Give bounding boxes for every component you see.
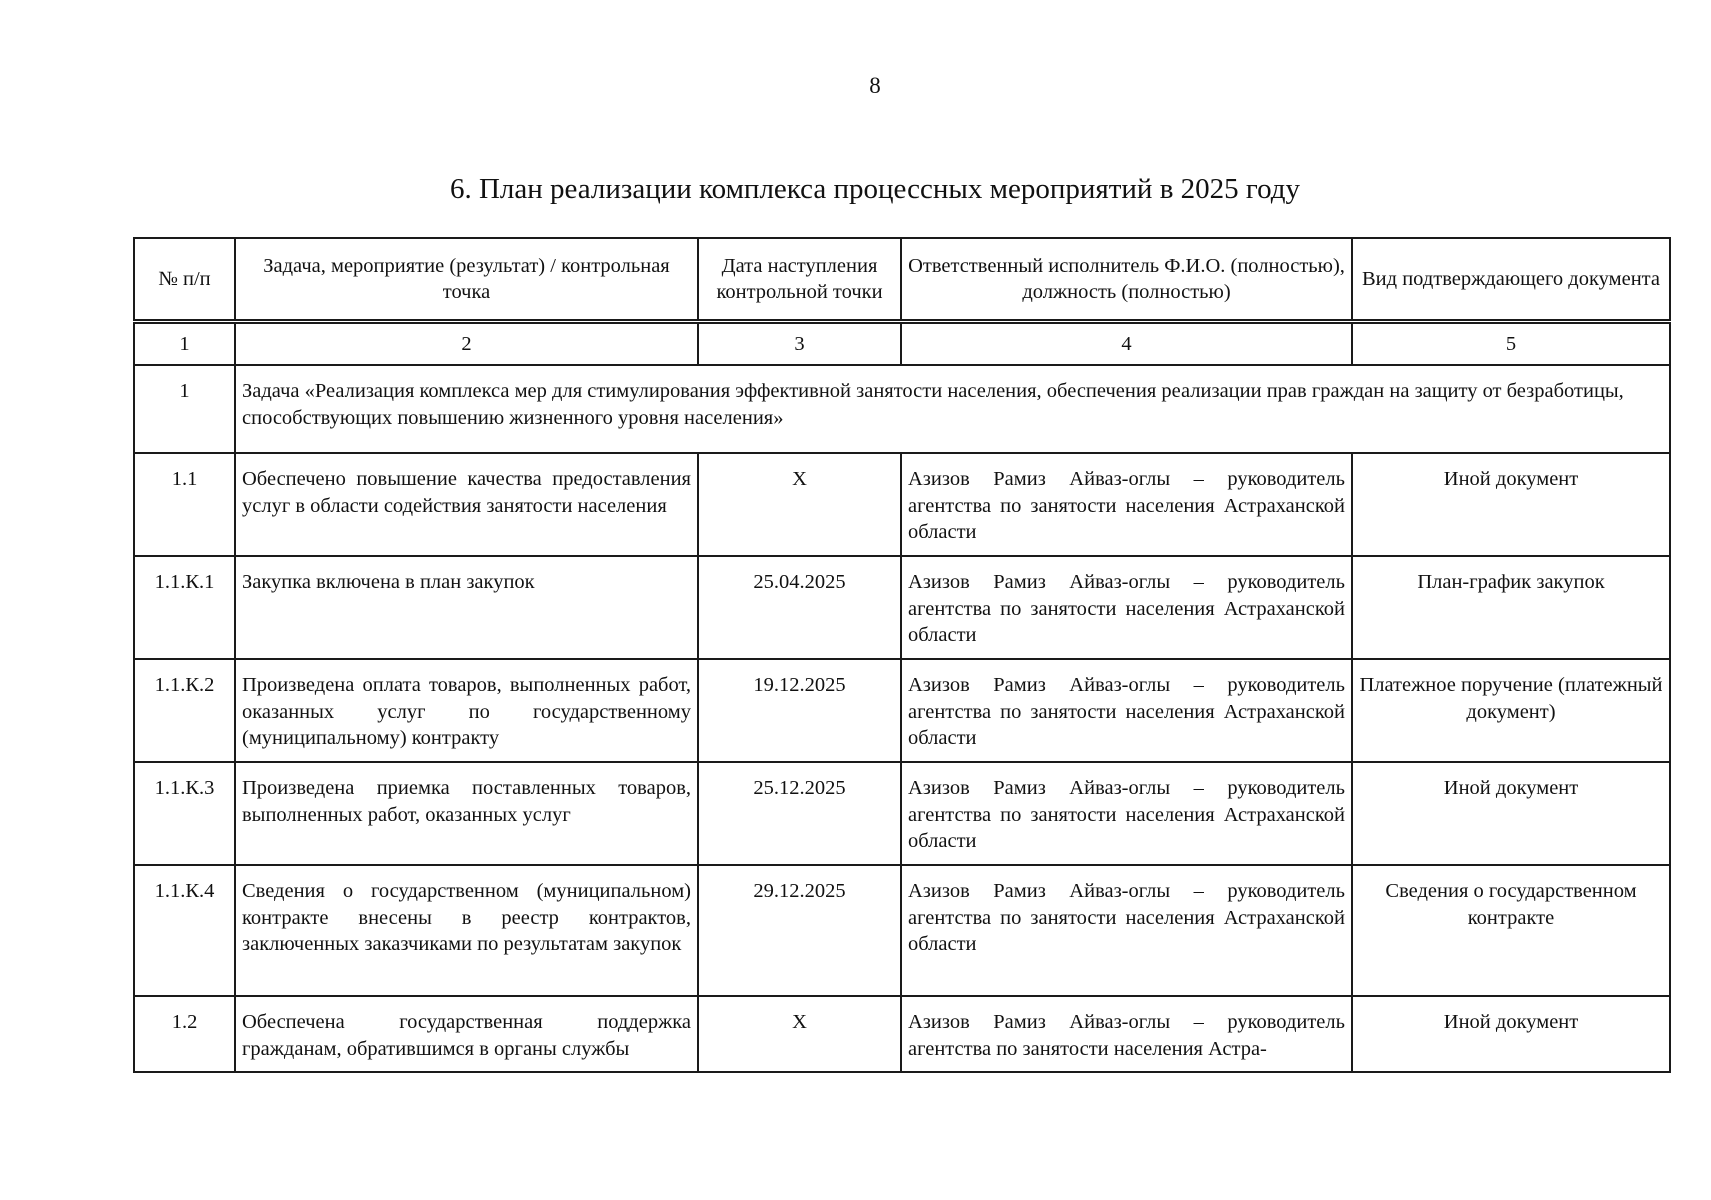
table-row xyxy=(134,762,1670,865)
table-row xyxy=(134,556,1670,659)
row-date: 25.04.2025 xyxy=(698,556,901,659)
row-date: 25.12.2025 xyxy=(698,762,901,865)
row-responsible: Азизов Рамиз Айваз-оглы – руководитель агентства по занятости населения Астраханской области xyxy=(901,659,1352,762)
header-cell-event: Задача, мероприятие (результат) / контрольная точка xyxy=(235,238,698,322)
column-number: 5 xyxy=(1352,322,1670,366)
row-number: 1.1.К.4 xyxy=(134,865,235,996)
table-row xyxy=(134,865,1670,996)
row-date: 29.12.2025 xyxy=(698,865,901,996)
row-document: Сведения о государственном контракте xyxy=(1352,865,1670,996)
header-cell-document: Вид подтверждающего документа xyxy=(1352,238,1670,322)
row-date: X xyxy=(698,453,901,556)
header-cell-responsible: Ответственный исполнитель Ф.И.О. (полностью), должность (полностью) xyxy=(901,238,1352,322)
page-title: 6. План реализации комплекса процессных мероприятий в 2025 году xyxy=(449,173,1300,205)
header-cell-number: № п/п xyxy=(134,238,235,322)
column-number: 3 xyxy=(698,322,901,366)
row-number: 1.2 xyxy=(134,996,235,1072)
row-number: 1.1 xyxy=(134,453,235,556)
row-document: Платежное поручение (платежный документ) xyxy=(1352,659,1670,762)
row-responsible: Азизов Рамиз Айваз-оглы – руководитель агентства по занятости населения Астраханской области xyxy=(901,453,1352,556)
row-number: 1.1.К.3 xyxy=(134,762,235,865)
table-row xyxy=(134,996,1670,1072)
row-number: 1.1.К.1 xyxy=(134,556,235,659)
row-event: Произведена приемка поставленных товаров, выполненных работ, оказанных услуг xyxy=(235,762,698,865)
task-row xyxy=(134,365,1670,453)
page-number: 8 xyxy=(869,73,881,98)
row-document: Иной документ xyxy=(1352,762,1670,865)
column-number: 4 xyxy=(901,322,1352,366)
column-number: 2 xyxy=(235,322,698,366)
row-date: X xyxy=(698,996,901,1072)
row-document: Иной документ xyxy=(1352,453,1670,556)
row-responsible: Азизов Рамиз Айваз-оглы – руководитель агентства по занятости населения Астра- xyxy=(901,996,1352,1072)
table-header-row xyxy=(134,238,1670,322)
task-number: 1 xyxy=(134,365,235,453)
row-responsible: Азизов Рамиз Айваз-оглы – руководитель агентства по занятости населения Астраханской области xyxy=(901,762,1352,865)
task-text: Задача «Реализация комплекса мер для стимулирования эффективной занятости населения, обеспечения реализации прав граждан на защиту от безработицы, способствующих повышению жизненного уровня населения» xyxy=(235,365,1670,453)
row-responsible: Азизов Рамиз Айваз-оглы – руководитель агентства по занятости населения Астраханской области xyxy=(901,556,1352,659)
row-date: 19.12.2025 xyxy=(698,659,901,762)
row-event: Закупка включена в план закупок xyxy=(235,556,698,659)
table-row xyxy=(134,659,1670,762)
plan-table xyxy=(133,237,1671,1073)
row-event: Сведения о государственном (муниципальном) контракте внесены в реестр контрактов, заключенных заказчиками по результатам закупок xyxy=(235,865,698,996)
header-cell-date: Дата наступления контрольной точки xyxy=(698,238,901,322)
plan-table-container xyxy=(133,237,1669,1073)
table-row xyxy=(134,453,1670,556)
row-event: Обеспечено повышение качества предоставления услуг в области содействия занятости населения xyxy=(235,453,698,556)
row-event: Произведена оплата товаров, выполненных работ, оказанных услуг по государственному (муниципальному) контракту xyxy=(235,659,698,762)
row-responsible: Азизов Рамиз Айваз-оглы – руководитель агентства по занятости населения Астраханской области xyxy=(901,865,1352,996)
column-number: 1 xyxy=(134,322,235,366)
row-document: Иной документ xyxy=(1352,996,1670,1072)
row-document: План-график закупок xyxy=(1352,556,1670,659)
column-numbers-row xyxy=(134,322,1670,366)
row-number: 1.1.К.2 xyxy=(134,659,235,762)
row-event: Обеспечена государственная поддержка гражданам, обратившимся в органы службы xyxy=(235,996,698,1072)
